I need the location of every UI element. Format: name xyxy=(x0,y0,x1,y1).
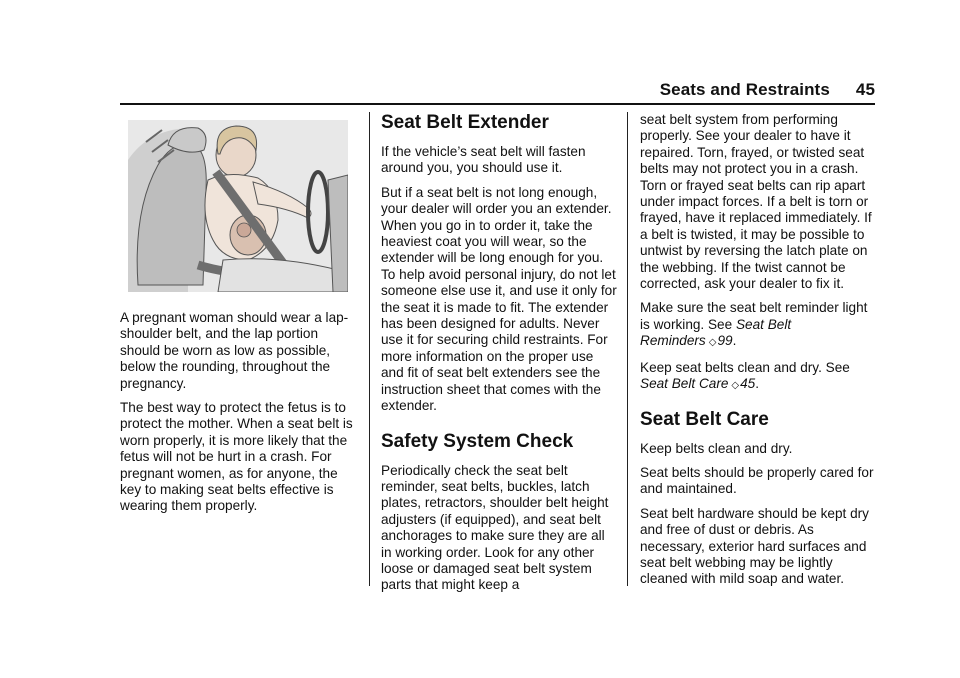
column-2 xyxy=(381,112,617,602)
paragraph: Seat belt hardware should be kept dry and free of dust or debris. As necessary, exterior hard surfaces and seat belt webbing may be lightly cleaned with mild soap and water. xyxy=(640,505,869,587)
page-ref-arrow-icon: ◇ xyxy=(731,380,740,392)
paragraph: Seat belts should be properly cared for and maintained. xyxy=(640,464,874,497)
text: . xyxy=(755,376,760,392)
header-rule xyxy=(120,103,875,105)
page-ref-arrow-icon: ◇ xyxy=(708,337,717,349)
page-number: 45 xyxy=(855,80,875,99)
paragraph: But if a seat belt is not long enough, your dealer will order you an extender. When you go in to order it, take the heaviest coat you will wear, so the extender will be long enough for you. To help avoid personal injury, do not let someone else use it, and use it only for the seat it is made to fit. The extender has been designed for adults. Never use it for securing child restraints. For more information on the proper use and fit of seat belt extenders see the instruction sheet that comes with the extender. xyxy=(381,184,617,414)
paragraph: The best way to protect the fetus is to protect the mother. When a seat belt is worn properly, it is more likely that the fetus will not be hurt in a crash. For pregnant women, as for anyone, the key to making seat belts effective is wearing them properly. xyxy=(120,400,353,514)
column-1 xyxy=(120,112,356,523)
paragraph: Periodically check the seat belt reminder, seat belts, buckles, latch plates, retractors, shoulder belt height adjusters (if equipped), and seat belt anchorages to make sure they are all in working order. Look for any other loose or damaged seat belt system parts that might keep a xyxy=(381,462,609,593)
paragraph: If the vehicle’s seat belt will fasten around you, you should use it. xyxy=(381,144,586,176)
column-divider-2 xyxy=(627,112,628,586)
column-3 xyxy=(640,112,876,596)
heading-seat-belt-care: Seat Belt Care xyxy=(640,408,769,430)
page-ref-number[interactable]: 99 xyxy=(717,333,733,349)
text: Make sure the seat belt reminder light is working. See xyxy=(640,300,868,332)
paragraph: Keep belts clean and dry. xyxy=(640,440,793,456)
page-header xyxy=(120,80,875,102)
column-divider-1 xyxy=(369,112,370,586)
paragraph: seat belt system from performing properly. See your dealer to have it repaired. Torn, frayed, or twisted seat belts may not protect you in a crash. Torn or frayed seat belts can rip apart under impact forces. If a belt is torn or frayed, have it replaced immediately. If a belt is twisted, it may be possible to untwist by reversing the latch plate on the webbing. If the twist cannot be corrected, ask your dealer to fix it. xyxy=(640,112,872,292)
page-ref-number[interactable]: 45 xyxy=(740,376,756,392)
paragraph: A pregnant woman should wear a lap-shoulder belt, and the lap portion should be worn as low as possible, below the rounding, throughout the pregnancy. xyxy=(120,310,349,391)
section-title: Seats and Restraints xyxy=(659,80,830,99)
heading-safety-system-check: Safety System Check xyxy=(381,430,574,452)
cross-reference-link[interactable]: Seat Belt Care xyxy=(640,376,729,392)
text: . xyxy=(732,333,737,349)
heading-seat-belt-extender: Seat Belt Extender xyxy=(381,112,549,133)
pregnant-woman-seatbelt-illustration xyxy=(128,120,348,292)
paragraph xyxy=(640,300,876,351)
paragraph xyxy=(640,360,876,395)
cross-reference-link[interactable]: Seat Belt Reminders xyxy=(640,316,792,349)
text: Keep seat belts clean and dry. See xyxy=(640,359,850,375)
